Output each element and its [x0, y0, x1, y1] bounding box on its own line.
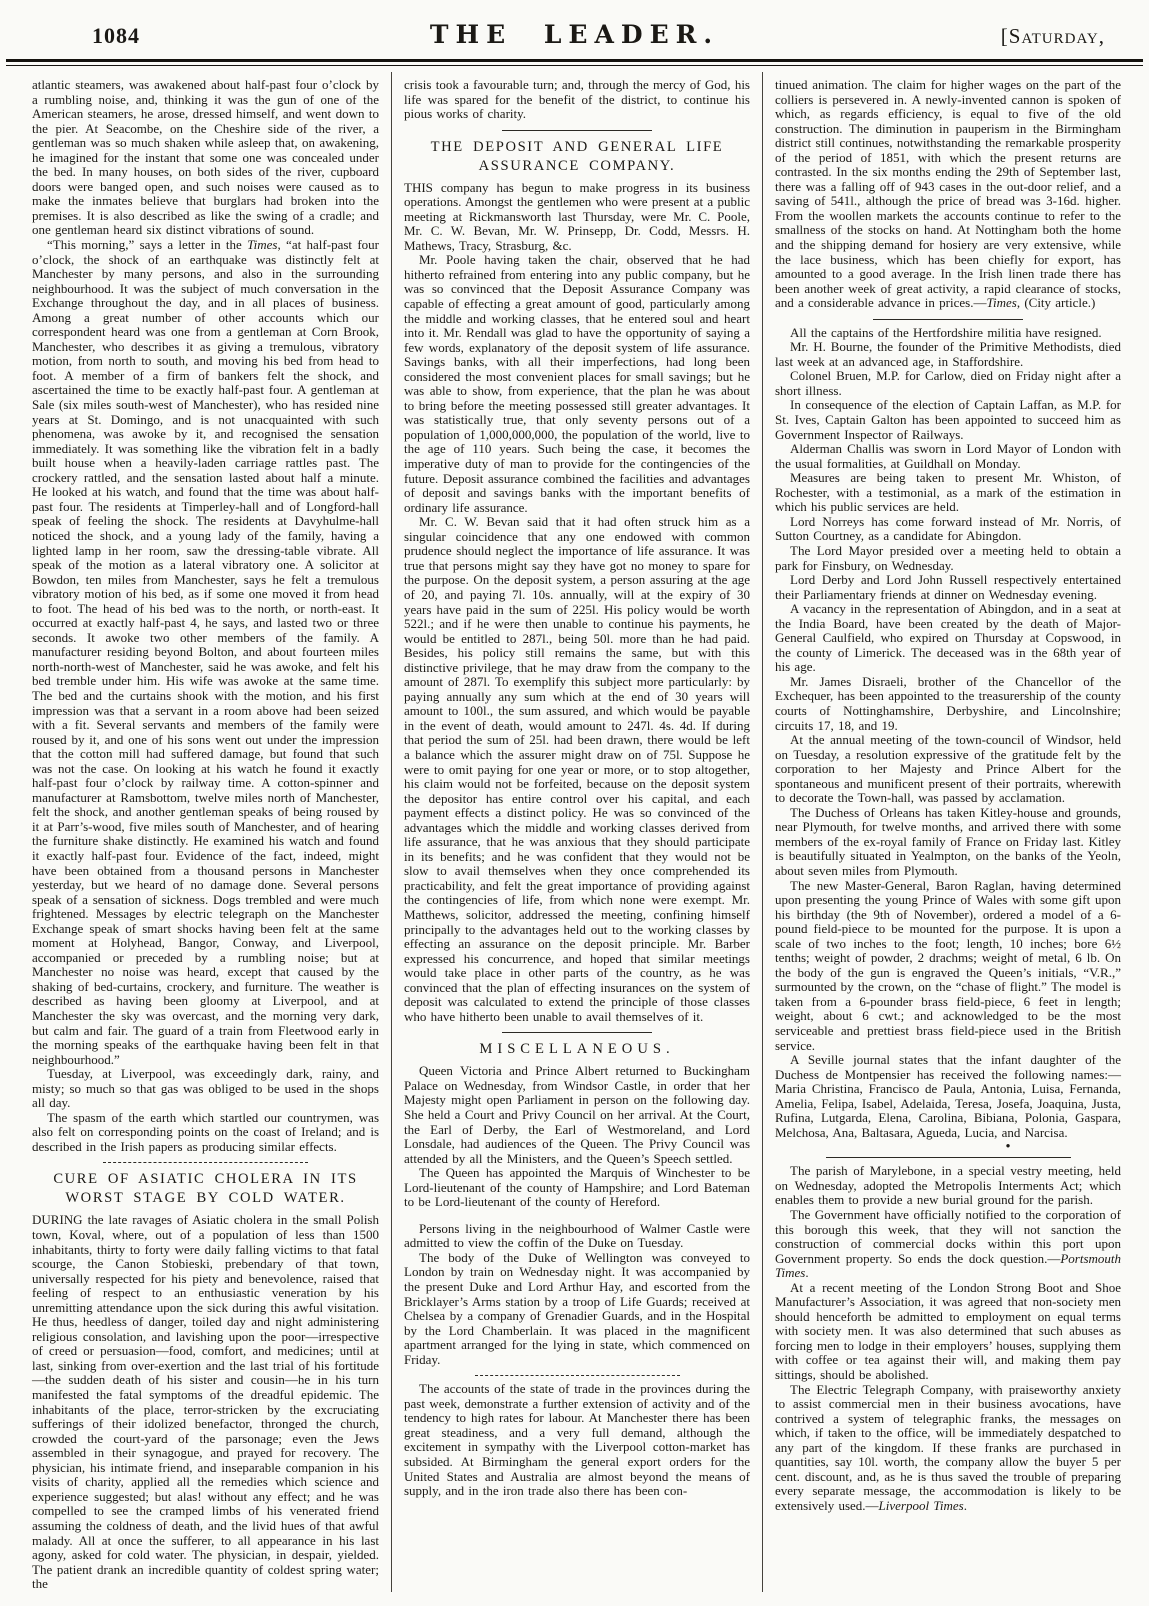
- article-paragraph: In consequence of the election of Captain Laffan, as M.P. for St. Ives, Captain Galton has been appointed to succeed him as Government Inspector of Railways.: [775, 397, 1121, 442]
- article-paragraph: The Government have officially notified to the corporation of this borough this week, that they will not sanction the construction of commercial docks within this port upon Government property. So ends the dock question.—Portsmouth Times.: [775, 1207, 1121, 1281]
- article-paragraph: At the annual meeting of the town-council of Windsor, held on Tuesday, a resolution expressive of the gratitude felt by the corporation to her Majesty and Prince Albert for the spontaneous and munificent present of their portraits, wherewith to decorate the Town-hall, was passed by acclamation.: [775, 732, 1121, 806]
- article-paragraph: Tuesday, at Liverpool, was exceedingly dark, rainy, and misty; so much so that gas was obliged to be used in the shops all day.: [32, 1066, 379, 1111]
- column-3: [762, 72, 1133, 1592]
- section-heading: THE DEPOSIT AND GENERAL LIFE ASSURANCE COMPANY.: [430, 138, 724, 174]
- masthead-title: THE LEADER.: [429, 20, 720, 49]
- article-paragraph: Queen Victoria and Prince Albert returned to Buckingham Palace on Wednesday, from Windsor Castle, in order that her Majesty might open Parliament in person on the following day. She held a Court and Privy Council on her arrival. At the Court, the Earl of Derby, the Earl of Westmoreland, and Lord Lonsdale, had audiences of the Queen. The Privy Council was attended by all the Ministers, and the Queen’s Speech settled.: [404, 1063, 750, 1166]
- article-paragraph: The Duchess of Orleans has taken Kitley-house and grounds, near Plymouth, for twelve months, and arrived there with some members of the ex-royal family of France on Friday last. Kitley is beautifully situated in Yealmpton, on the banks of the Yeoln, about seven miles from Plymouth.: [775, 804, 1121, 878]
- article-paragraph: At a recent meeting of the London Strong Boot and Shoe Manufacturer’s Association, it was agreed that non-society men should henceforth be admitted to employment on equal terms with society men. It was also determined that such abuses as forcing men to lodge in their employers’ houses, supplying them with coffee or tea against their will, and making them pay sittings, should be abolished.: [775, 1279, 1121, 1383]
- columns: [0, 66, 1149, 1592]
- section-heading: CURE OF ASIATIC CHOLERA IN ITS WORST STAGE BY COLD WATER.: [53, 1171, 358, 1207]
- article-paragraph: A Seville journal states that the infant daughter of the Duchess de Montpensier has received the following names:—Maria Christina, Francisco de Paula, Antonia, Luisa, Fernanda, Amelia, Felipa, Isabel, Adelaida, Teresa, Josefa, Joaquina, Justa, Rufina, Lutgarda, Elena, Carolina, Bibiana, Polonia, Gaspara, Melchosa, Ana, Baltasara, Agueda, Lucia, and Narcisa.: [775, 1052, 1121, 1140]
- article-paragraph: crisis took a favourable turn; and, through the mercy of God, his life was spared for the benefit of the district, to continue his pious works of charity.: [404, 77, 750, 122]
- article-paragraph: Measures are being taken to present Mr. Whiston, of Rochester, with a testimonial, as a mark of the estimation in which his public services are held.: [775, 470, 1121, 515]
- article-paragraph: Mr. James Disraeli, brother of the Chancellor of the Exchequer, has been appointed to the treasurership of the county courts of Nottinghamshire, Derbyshire, and Lincolnshire; circuits 17, 18, and 19.: [775, 673, 1121, 733]
- column-2: [391, 72, 762, 1592]
- article-paragraph: Mr. Poole having taken the chair, observed that he had hitherto refrained from entering into any public company, but he was so convinced that the Deposit Assurance Company was capable of effecting a great amount of good, particularly among the middle and working classes, that he entered soul and heart into it. Mr. Rendall was glad to have the opportunity of saying a few words, explanatory of the deposit system of life assurance. Savings banks, with all their imperfections, had long been considered the most convenient places for small savings; but he was able to show, from experience, that the plan he was about to bring before the meeting possessed still greater advantages. It was statistically true, that only seventy persons out of a population of 1,000,000,000, the population of the world, live to the age of 110 years. Such being the case, it becomes the imperative duty of man to provide for the contingencies of the future. Deposit assurance combined the facilities and advantages of deposit and savings banks with the important benefits of ordinary life assurance.: [404, 252, 750, 515]
- divider-rule: [475, 1375, 680, 1376]
- page-header: [0, 0, 1149, 49]
- article-paragraph: Mr. H. Bourne, the founder of the Primitive Methodists, died last week at an advanced age, in Staffordshire.: [775, 339, 1121, 369]
- divider-rule: [873, 319, 1023, 320]
- page-number: 1084: [92, 23, 140, 48]
- article-paragraph: The spasm of the earth which startled our countrymen, was also felt on corresponding points on the coast of Ireland; and is described in the Irish papers as producing similar effects.: [32, 1109, 379, 1154]
- section-heading: MISCELLANEOUS.: [479, 1041, 675, 1058]
- article-paragraph: The body of the Duke of Wellington was conveyed to London by train on Wednesday night. It was accompanied by the present Duke and Lord Arthur Hay, and escorted from the Bricklayer’s Arms station by a troop of Life Guards; received at Chelsea by a company of Grenadier Guards, and in the Hospital by the Lord Chamberlain. It was placed in the magnificent apartment arranged for the lying in state, which commenced on Friday.: [404, 1249, 750, 1367]
- header-rule: [6, 59, 1143, 66]
- article-paragraph: Lord Derby and Lord John Russell respectively entertained their Parliamentary friends at dinner on Wednesday evening.: [775, 572, 1121, 602]
- article-paragraph: Mr. C. W. Bevan said that it had often struck him as a singular coincidence that any one endowed with common prudence should neglect the importance of life assurance. It was true that persons might say they have got no money to spare for the purpose. On the deposit system, a person assuring at the age of 20, and paying 7l. 10s. annually, will at the expiry of 30 years have paid in the sum of 225l. His policy would be worth 522l.; and if he were then unable to continue his payments, he would be entitled to 287l., being 50l. more than he had paid. Besides, his policy still remains the same, but with this distinctive privilege, that he may draw from the company to the amount of 287l. To exemplify this subject more particularly: by paying annually any sum which at the end of 30 years will amount to 100l., the sum assured, and which would be payable in the event of death, would amount to 247l. 4s. 4d. If during that period the sum of 25l. had been drawn, there would be left a balance which the assurer might draw on of 75l. Suppose he were to omit paying for one year or more, or to stop altogether, his claim would not be forfeited, because on the deposit system the depositor has entire control over his capital, and each payment effects a distinct policy. He was so convinced of the advantages which the middle and working classes derived from life assurance, that he was anxious that they should participate in its benefits; and he was confident that they would not be slow to avail themselves when they once comprehended its practicability, and felt the great importance of providing against the contingencies of life, from which none were exempt. Mr. Matthews, solicitor, addressed the meeting, confining himself principally to the advantages held out to the working classes by effecting an assurance on the deposit principle. Mr. Barber expressed his concurrence, and hoped that similar meetings would take place in other parts of the country, as he was convinced that the plan of effecting insurances on the system of deposit was calculated to extend the principle of those classes who have hitherto been unable to avail themselves of it.: [404, 514, 750, 1024]
- article-paragraph: All the captains of the Hertfordshire militia have resigned.: [790, 324, 1102, 340]
- article-paragraph: The Queen has appointed the Marquis of Winchester to be Lord-lieutenant of the county of Hampshire; and Lord Bateman to be Lord-lieutenant of the county of Hereford.: [404, 1165, 750, 1210]
- article-paragraph: Alderman Challis was sworn in Lord Mayor of London with the usual formalities, at Guildhall on Monday.: [775, 441, 1121, 471]
- ornament-mark: ●: [1005, 1141, 1011, 1151]
- date-label: [Saturday,: [1000, 24, 1105, 48]
- divider-rule: [103, 1162, 308, 1163]
- divider-rule: [502, 130, 652, 131]
- article-paragraph: DURING the late ravages of Asiatic cholera in the small Polish town, Koval, where, out of a population of less than 1500 inhabitants, thirty to forty were daily falling victims to that fatal scourge, the Canon Stobieski, prebendary of that town, universally respected for his piety and benevolence, raised that feeling of respect to an enthusiastic veneration by his unremitting attendance upon the sick during this awful visitation. He thus, heedless of danger, toiled day and night administering religious consolation, and lavishing upon the poor—irrespective of creed or persuasion—food, comfort, and medicines; until at last, sinking from over-exertion and the last trial of his fortitude—the sudden death of his sister and cousin—he in his turn manifested the fatal symptoms of the dreadful epidemic. The inhabitants of the place, terror-stricken by the excruciating sufferings of their idolized benefactor, thronged the church, crowded the court-yard of the parsonage; even the Jews assembled in their synagogue, and prayed for recovery. The physician, his intimate friend, and inseparable companion in his visits of charity, applied all the remedies which science and experience suggested; but alas! without any effect; and he was compelled to see the cramped limbs of his venerated friend assuming the coldness of death, and the livid hues of that awful malady. All at once the sufferer, to all appearance in his last agony, asked for cold water. The physician, in despair, yielded. The patient drank an incredible quantity of coldest spring water; the: [32, 1212, 380, 1592]
- divider-rule: [826, 1157, 1071, 1158]
- column-1: [20, 72, 391, 1592]
- article-paragraph: The parish of Marylebone, in a special vestry meeting, held on Wednesday, adopted the Metropolis Interments Act; which enables them to provide a new burial ground for the parish.: [775, 1163, 1121, 1208]
- article-paragraph: The Lord Mayor presided over a meeting held to obtain a park for Finsbury, on Wednesday.: [775, 542, 1121, 573]
- article-paragraph: tinued animation. The claim for higher wages on the part of the colliers is persevered in. A newly-invented cannon is spoken of which, as regards efficiency, is equal to five of the old construction. The diminution in pauperism in the Birmingham district still continues, notwithstanding the remarkable prosperity of the period of 1851, with which the present returns are contrasted. In the six months ending the 29th of September last, there was a falling off of 943 cases in the out-door relief, and a saving of 541l., although the price of bread was 3-16d. higher. From the woollen markets the accounts continue to refer to the smallness of the stocks on hand. At Nottingham both the home and the shipping demand for hosiery are very extensive, while the lace business, which has been chiefly for export, has amounted to a good average. In the Irish linen trade there has been another week of great activity, a rapid clearance of stocks, and a considerable advance in prices.—Times, (City article.): [775, 77, 1121, 311]
- divider-rule: [502, 1032, 652, 1033]
- article-paragraph: Persons living in the neighbourhood of Walmer Castle were admitted to view the coffin of the Duke on Tuesday.: [404, 1220, 750, 1251]
- article-paragraph: atlantic steamers, was awakened about half-past four o’clock by a rumbling noise, and, thinking it was the gun of one of the American steamers, he arose, dressed himself, and went down to the pier. At Seacombe, on the Cheshire side of the river, a gentleman was so much shaken while asleep that, on awakening, he imagined for the instant that some one was concealed under the bed. In many houses, on both sides of the river, cupboard doors were banged open, and such noises were caused as to make the inmates believe that burglars had broken into the premises. It is also described as like the swing of a cradle; and one gentleman heard six distinct vibrations of sound.: [32, 77, 379, 238]
- article-paragraph: Colonel Bruen, M.P. for Carlow, died on Friday night after a short illness.: [775, 368, 1121, 398]
- article-paragraph: Lord Norreys has come forward instead of Mr. Norris, of Sutton Courtney, as a candidate for Abingdon.: [775, 513, 1121, 544]
- article-paragraph: A vacancy in the representation of Abingdon, and in a seat at the India Board, have been created by the death of Major-General Caulfield, who expired on Thursday at Copswood, in the county of Limerick. The deceased was in the 68th year of his age.: [775, 601, 1121, 675]
- article-paragraph: THIS company has begun to make progress in its business operations. Amongst the gentlemen who were present at a public meeting at Rickmansworth last Thursday, were Mr. C. Poole, Mr. C. W. Bevan, Mr. W. Prinsepp, Dr. Codd, Messrs. H. Mathews, Tracy, Strasburg, &c.: [404, 179, 750, 253]
- article-paragraph: The Electric Telegraph Company, with praiseworthy anxiety to assist commercial men in their business avocations, have contrived a system of telegraphic franks, the messages on which, if taken to the office, will be immediately despatched to any part of the kingdom. If these franks are purchased in quantities, say 10l. worth, the company allow the buyer 5 per cent. discount, and, as he is thus saved the trouble of preparing every separate message, the accommodation is likely to be extensively used.—Liverpool Times.: [775, 1381, 1121, 1513]
- article-paragraph: The new Master-General, Baron Raglan, having determined upon presenting the young Prince of Wales with some gift upon his birthday (the 9th of November), ordered a model of a 6-pound field-piece to be mounted for the purpose. It is upon a scale of two inches to the foot; length, 10 inches; bore 6½ tenths; weight of powder, 2 drachms; weight of metal, 6 lb. On the body of the gun is engraved the Queen’s initials, “V.R.,” surmounted by the crown, on the “chase of flight.” The model is taken from a 6-pounder brass field-piece, 6 feet in length; weight, about 6 cwt.; and acknowledged to be the most serviceable and prettiest brass field-piece used in the British service.: [775, 877, 1121, 1053]
- article-paragraph: The accounts of the state of trade in the provinces during the past week, demonstrate a further extension of activity and of the tendency to high rates for labour. At Manchester there has been great steadiness, and a very full demand, although the excitement in sympathy with the Liverpool cotton-market has subsided. At Birmingham the general export orders for the United States and Australia are almost beyond the means of supply, and in the iron trade also there has been con-: [404, 1381, 750, 1499]
- article-paragraph: “This morning,” says a letter in the Times, “at half-past four o’clock, the shock of an earthquake was distinctly felt at Manchester by many persons, and also in the surrounding neighbourhood. It was the subject of much conversation in the Exchange throughout the day, and in all places of business. Among a great number of other accounts which our correspondent heard was one from a gentleman at Corn Brook, Manchester, who describes it as giving a tremulous, vibratory motion, from north to south, and moving his bed from head to foot. A member of a firm of bankers felt the shock, and ascertained the time to be exactly half-past four. A gentleman at Sale (six miles south-west of Manchester), who has resided nine years at St. Domingo, and is not unacquainted with such phenomena, was awoke by it, and recognised the sensation immediately. It was something like the vibration felt in a badly built house when a heavily-laden carriage rattles past. The crockery rattled, and the sensation lasted about half a minute. He looked at his watch, and found that the time was about half-past four. The residents at Timperley-hall and of Longford-hall speak of feeling the shock. The residents at Davyhulme-hall noticed the shock, and a young lady of the family, having a lighted lamp in her room, saw the dressing-table vibrate. All speak of the motion as a lateral vibratory one. A solicitor at Bowdon, ten miles from Manchester, says he felt a tremulous vibratory motion of his bed, as if some one moved it from head to foot. The head of his bed was to the north, or north-east. It occurred at exactly half-past 4, he says, and lasted two or three seconds. It awoke two other members of the family. A manufacturer residing beyond Bolton, and about fourteen miles north-north-west of Manchester, said he was awoke, and felt his bed tremble under him. His wife was awoke at the same time. The bed and the curtains shook with the motion, and his first impression was that a servant in a room above had been seized with a fit. Several servants and members of the family were roused by it, and one of his sons went out under the impression that the cotton mill had suffered damage, but found that such was not the case. On looking at his watch he found it exactly half-past four o’clock by railway time. A cotton-spinner and manufacturer at Ramsbottom, twelve miles north of Manchester, felt the shock, and another gentleman speaks of being roused by it at Parr’s-wood, five miles south of Manchester, and of hearing the furniture shake distinctly. He examined his watch and found it exactly half-past four. Evidence of the fact, indeed, might have been obtained from a thousand persons in Manchester yesterday, but we heard of no damage done. Several persons speak of a sensation of sickness. Dogs trembled and were much frightened. Messages by electric telegraph on the Manchester Exchange speak of smart shocks having been felt at the same moment at Holyhead, Bangor, Conway, and Liverpool, accompanied or preceded by a rumbling noise; but at Manchester no noise was heard, except that caused by the shaking of bed-curtains, crockery, and furniture. The weather is described as having been gloomy at Liverpool, and at Manchester the sky was overcast, and the morning very dark, but calm and fair. The guard of a train from Fleetwood early in the morning speaks of the earthquake having been felt in that neighbourhood.”: [32, 237, 379, 1067]
